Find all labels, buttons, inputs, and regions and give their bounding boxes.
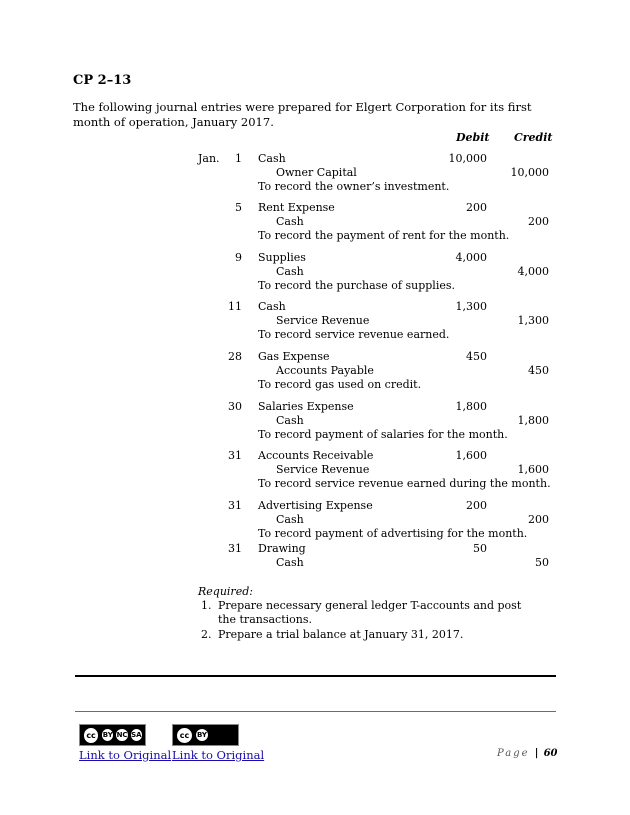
required-list [198,599,538,643]
sharealike-icon: SA [131,731,142,739]
entry-memo: To record payment of advertising for the month. [258,527,528,540]
required-item-text: Prepare necessary general ledger T-accounts and post the transactions. [218,599,522,626]
credit-amount: 1,300 [517,314,549,327]
entry-day: 28 [228,350,242,363]
link-to-original-1[interactable]: Link to Original [79,748,172,762]
debit-amount: 50 [473,542,487,555]
credit-line-row [0,512,630,527]
credit-amount: 200 [528,513,549,526]
memo-line-row [0,327,630,342]
entry-day: 31 [228,499,242,512]
debit-amount: 10,000 [448,152,487,165]
cc-by-nc-sa-badge[interactable] [79,724,146,746]
cc-by-badge[interactable] [172,724,239,746]
noncommercial-icon: NC [116,731,128,739]
credit-amount: 50 [535,556,549,569]
credit-account: Cash [276,513,304,526]
entry-month: Jan. [198,152,220,165]
entry-memo: To record the payment of rent for the month. [258,229,510,242]
debit-amount: 1,600 [455,449,487,462]
debit-amount: 200 [466,499,487,512]
entry-memo: To record payment of salaries for the month. [258,428,508,441]
debit-amount: 4,000 [455,251,487,264]
debit-line-row [0,498,630,513]
entry-memo: To record gas used on credit. [258,378,422,391]
debit-line-row [0,299,630,314]
debit-line-row [0,250,630,265]
page-number [497,748,558,759]
debit-amount: 200 [466,201,487,214]
page-label: Page [497,748,530,759]
credit-line-row [0,165,630,180]
debit-account: Supplies [258,251,306,264]
debit-account: Advertising Expense [258,499,373,512]
credit-amount: 4,000 [517,265,549,278]
debit-account: Rent Expense [258,201,335,214]
entry-day: 9 [235,251,242,264]
debit-account: Accounts Receivable [258,449,374,462]
memo-line-row [0,278,630,293]
credit-line-row [0,363,630,378]
credit-line-row [0,462,630,477]
memo-line-row [0,228,630,243]
credit-header: Credit [514,131,553,144]
debit-line-row [0,151,630,166]
memo-line-row [0,427,630,442]
cc-icon: cc [83,727,99,744]
required-label: Required: [198,585,253,598]
memo-line-row [0,179,630,194]
debit-account: Cash [258,152,286,165]
credit-amount: 450 [528,364,549,377]
debit-line-row [0,349,630,364]
debit-account: Cash [258,300,286,313]
footer-rule [75,711,556,712]
credit-account: Cash [276,265,304,278]
intro-paragraph: The following journal entries were prepared for Elgert Corporation for its first month of operation, January 2017. [73,100,532,129]
credit-account: Cash [276,414,304,427]
memo-line-row [0,476,630,491]
credit-line-row [0,264,630,279]
required-item-number: 2. [201,628,212,641]
required-item-number: 1. [201,599,212,612]
credit-account: Cash [276,556,304,569]
credit-account: Owner Capital [276,166,357,179]
debit-account: Gas Expense [258,350,330,363]
entry-day: 31 [228,542,242,555]
credit-amount: 1,600 [517,463,549,476]
credit-amount: 1,800 [517,414,549,427]
credit-account: Accounts Payable [276,364,374,377]
entry-memo: To record service revenue earned. [258,328,450,341]
credit-line-row [0,313,630,328]
debit-account: Drawing [258,542,306,555]
page-separator: | [534,748,539,759]
debit-amount: 1,800 [455,400,487,413]
entry-day: 11 [228,300,242,313]
entry-memo: To record the owner’s investment. [258,180,450,193]
credit-line-row [0,413,630,428]
debit-account: Salaries Expense [258,400,354,413]
entry-day: 31 [228,449,242,462]
required-item-text: Prepare a trial balance at January 31, 2017. [218,628,464,641]
debit-header: Debit [456,131,490,144]
entry-day: 30 [228,400,242,413]
entry-day: 5 [235,201,242,214]
entry-memo: To record the purchase of supplies. [258,279,455,292]
debit-line-row [0,541,630,556]
debit-line-row [0,200,630,215]
problem-title: CP 2–13 [73,73,132,88]
attribution-icon: BY [102,731,113,739]
credit-amount: 200 [528,215,549,228]
entry-memo: To record service revenue earned during the month. [258,477,551,490]
credit-amount: 10,000 [510,166,549,179]
credit-account: Cash [276,215,304,228]
credit-account: Service Revenue [276,314,370,327]
debit-line-row [0,448,630,463]
memo-line-row [0,526,630,541]
required-item [198,628,538,642]
entry-day: 1 [235,152,242,165]
cc-icon: cc [176,727,193,744]
debit-amount: 1,300 [455,300,487,313]
debit-line-row [0,399,630,414]
credit-line-row [0,555,630,570]
page-number-value: 60 [543,748,558,759]
debit-amount: 450 [466,350,487,363]
memo-line-row [0,377,630,392]
credit-account: Service Revenue [276,463,370,476]
attribution-icon: BY [196,731,208,739]
credit-line-row [0,214,630,229]
divider-rule [75,675,556,677]
link-to-original-2[interactable]: Link to Original [172,748,265,762]
required-item [198,599,538,627]
